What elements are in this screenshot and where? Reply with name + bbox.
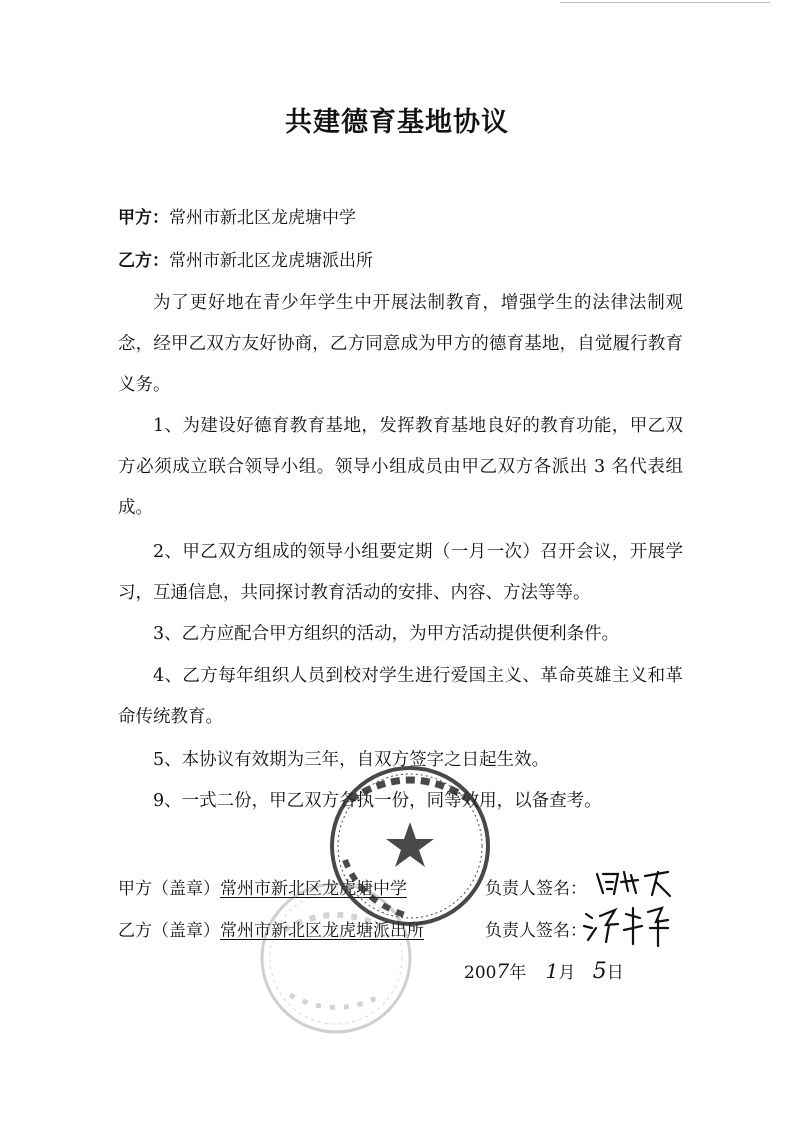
party-a-responsible-label: 负责人签名： — [485, 879, 587, 899]
party-b-seal-label: 乙方（盖章） — [118, 921, 220, 941]
clause-2: 2、甲乙双方组成的领导小组要定期（一月一次）召开会议，开展学习，互通信息，共同探讨教育活动的安排、内容、方法等等。 — [118, 542, 683, 603]
party-a-seal-label: 甲方（盖章） — [118, 879, 220, 899]
intro-paragraph: 为了更好地在青少年学生中开展法制教育，增强学生的法律法制观念，经甲乙双方友好协商，乙方同意成为甲方的德育基地，自觉履行教育义务。 — [118, 293, 683, 395]
party-b-responsible-label: 负责人签名： — [485, 921, 587, 941]
party-a-seal-org: 常州市新北区龙虎塘中学 — [220, 879, 407, 899]
date-year-prefix: 200 — [464, 963, 497, 983]
clause-9: 9、一式二份，甲乙双方各执一份，同等效用，以备查考。 — [153, 791, 602, 811]
clause-5: 5、本协议有效期为三年，自双方签字之日起生效。 — [153, 750, 550, 770]
date-month: 1 — [545, 959, 559, 983]
date-day-suffix: 日 — [606, 963, 624, 983]
date-year-digit: 7 — [496, 959, 510, 983]
school-seal-stamp — [332, 768, 488, 924]
party-b-seal-org: 常州市新北区龙虎塘派出所 — [220, 921, 424, 941]
party-a-label: 甲方： — [118, 208, 169, 228]
party-a-handwritten-signature — [597, 872, 670, 896]
date-year-suffix: 年 — [509, 963, 527, 983]
party-a-name: 常州市新北区龙虎塘中学 — [169, 208, 356, 228]
document-title: 共建德育基地协议 — [285, 107, 509, 138]
clause-4: 4、乙方每年组织人员到校对学生进行爱国主义、革命英雄主义和革命传统教育。 — [118, 666, 683, 727]
date-day: 5 — [592, 959, 607, 984]
party-b-handwritten-signature — [584, 908, 668, 946]
date-month-suffix: 月 — [558, 963, 576, 983]
clause-1: 1、为建设好德育教育基地，发挥教育基地良好的教育功能，甲乙双方必须成立联合领导小组。领导小组成员由甲乙双方各派出 3 名代表组成。 — [118, 416, 683, 518]
clause-3: 3、乙方应配合甲方组织的活动，为甲方活动提供便利条件。 — [153, 624, 620, 644]
party-b-label: 乙方： — [118, 251, 169, 271]
party-b-name: 常州市新北区龙虎塘派出所 — [169, 251, 373, 271]
police-seal-stamp — [262, 884, 410, 1032]
